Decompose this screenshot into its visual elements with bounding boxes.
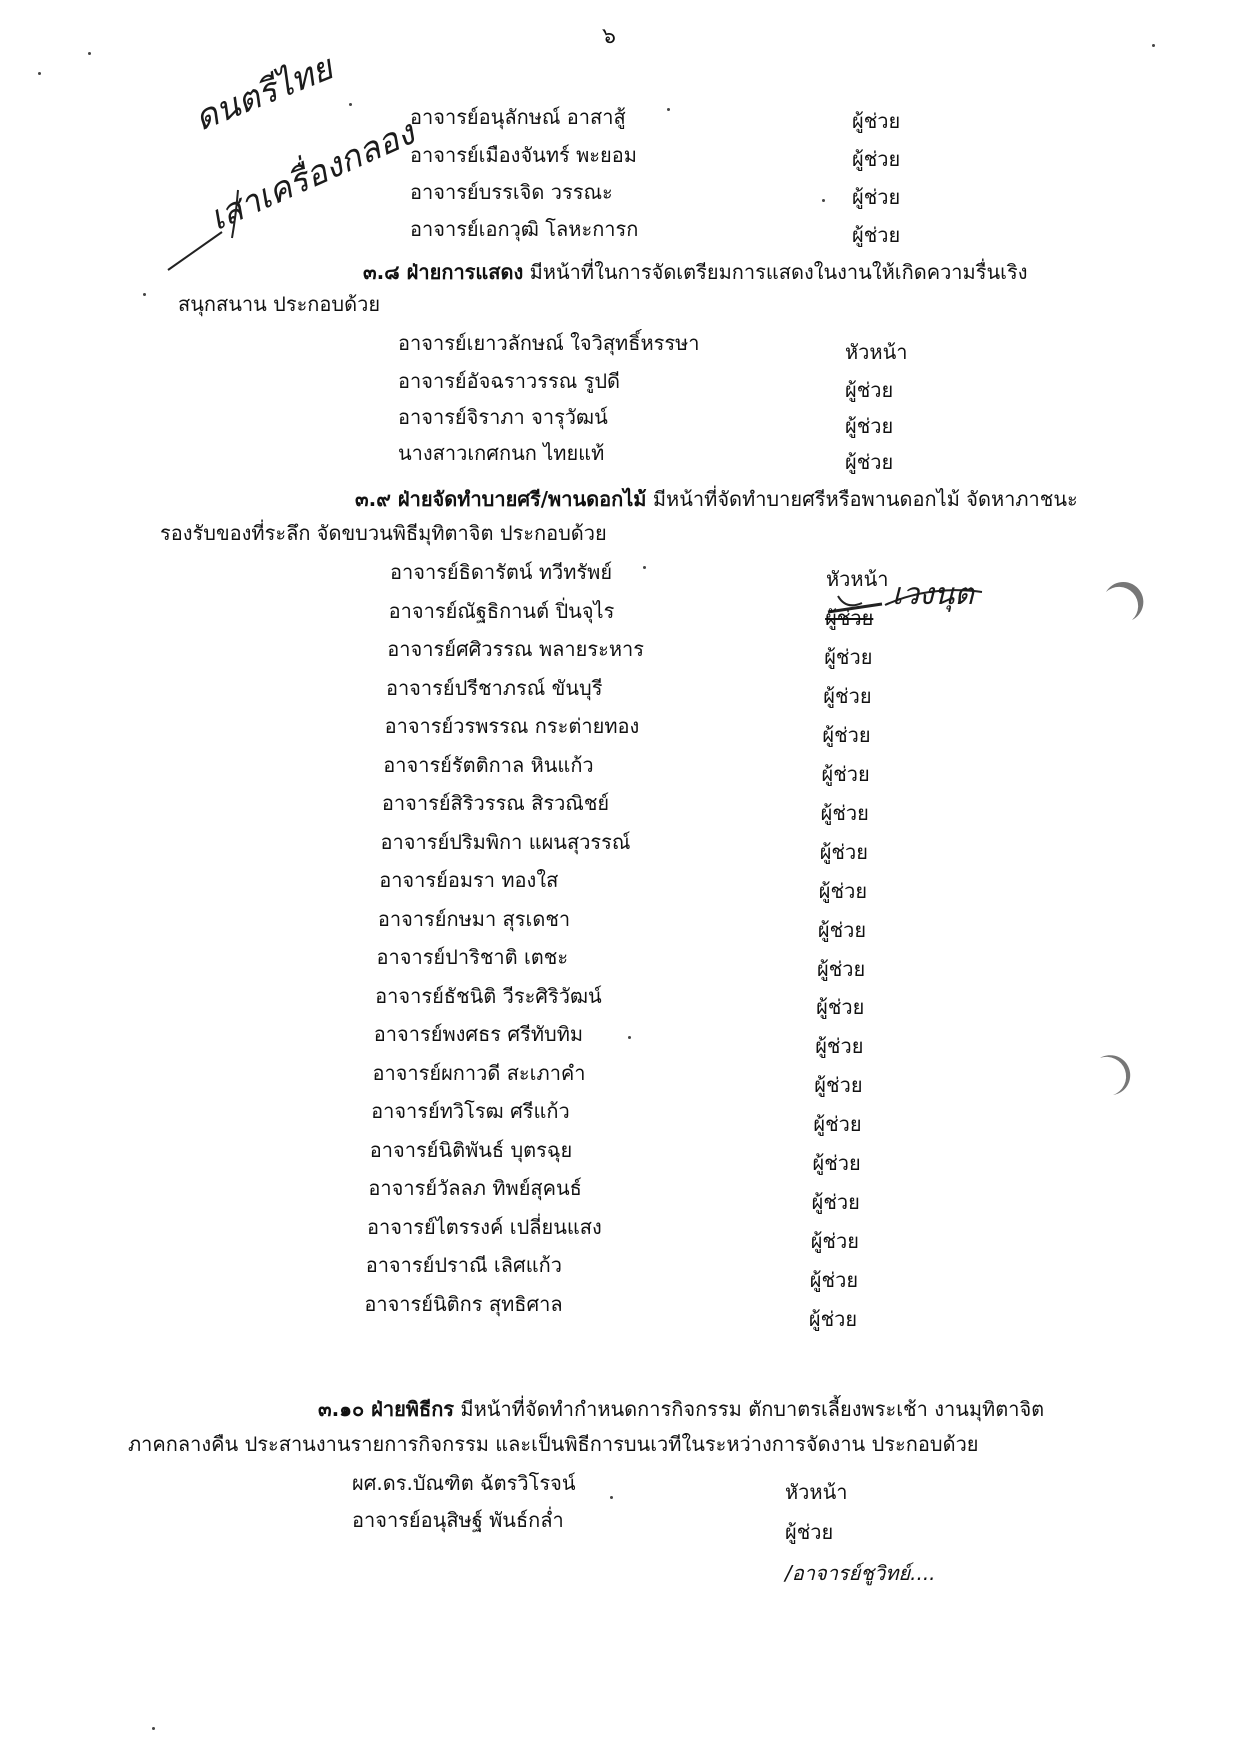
member-role: ผู้ช่วย	[852, 147, 901, 171]
member-name: อาจารย์ผกาวดี สะเภาคำ	[372, 1060, 586, 1085]
member-name: อาจารย์กษมา สุรเดชา	[377, 906, 571, 931]
member-role: ผู้ช่วย	[808, 1307, 858, 1332]
section-3-9-paragraph	[355, 489, 1078, 509]
handwritten-margin-note: เวงนุต	[892, 577, 974, 612]
member-role: ผู้ช่วย	[817, 956, 866, 981]
member-role: ผู้ช่วย	[821, 761, 870, 786]
member-name: อาจารย์ทวิโรฒ ศรีแก้ว	[371, 1099, 570, 1123]
section-text: มีหน้าที่ในการจัดเตรียมการแสดงในงานให้เกิดความรื่นเริง	[529, 260, 1028, 284]
handwritten-note-music: ดนตรีไทย	[188, 47, 339, 140]
member-name: อาจารย์เยาวลักษณ์ ใจวิสุทธิ์หรรษา	[398, 331, 700, 355]
member-name: อาจารย์ไตรรงค์ เปลี่ยนแสง	[367, 1214, 602, 1239]
member-role: ผู้ช่วย	[822, 722, 871, 747]
member-name: ผศ.ดร.บัณฑิต ฉัตรวิโรจน์	[352, 1471, 576, 1495]
member-name: อาจารย์ธิดารัตน์ ทวีทรัพย์	[390, 560, 613, 584]
member-name: นางสาวเกศกนก ไทยแท้	[398, 441, 605, 465]
member-name: อาจารย์อนุสิษฐ์ พันธ์กล่ำ	[352, 1508, 564, 1532]
punch-mark-icon	[1106, 582, 1143, 620]
section-text-continued: ภาคกลางคืน ประสานงานรายการกิจกรรม และเป็นพิธีการบนเวทีในระหว่างการจัดงาน ประกอบด้วย	[128, 1432, 979, 1456]
member-role: ผู้ช่วย	[814, 1073, 863, 1098]
member-role: ผู้ช่วย	[845, 414, 894, 438]
member-role: ผู้ช่วย	[824, 644, 873, 669]
member-role: ผู้ช่วย	[825, 605, 874, 630]
section-text-continued: สนุกสนาน ประกอบด้วย	[178, 292, 381, 316]
member-name: อาจารย์อัจฉราวรรณ รูปดี	[398, 369, 621, 393]
member-role: ผู้ช่วย	[809, 1268, 859, 1293]
member-name: อาจารย์พงศธร ศรีทับทิม	[373, 1022, 584, 1046]
member-role: ผู้ช่วย	[845, 450, 894, 474]
member-name: อาจารย์นิติพันธ์ บุตรฉุย	[369, 1137, 573, 1162]
section-text: มีหน้าที่จัดทำบายศรีหรือพานดอกไม้ จัดหาภาชนะ	[652, 487, 1078, 511]
member-name: อาจารย์ปาริชาติ เตชะ	[376, 945, 569, 969]
member-name: อาจารย์วรพรรณ กระต่ายทอง	[384, 714, 640, 738]
member-name: อาจารย์เอกวุฒิ โลหะการก	[410, 217, 639, 241]
section-3-8-paragraph	[363, 262, 1027, 282]
member-role: ผู้ช่วย	[845, 378, 894, 402]
section-heading: ๓.๑๐ ฝ่ายพิธีกร	[318, 1397, 455, 1421]
member-name: อาจารย์รัตติกาล หินแก้ว	[383, 752, 594, 777]
member-role: ผู้ช่วย	[852, 223, 901, 247]
member-name: อาจารย์เมืองจันทร์ พะยอม	[410, 143, 637, 167]
section-heading: ๓.๙ ฝ่ายจัดทำบายศรี/พานดอกไม้	[355, 487, 647, 511]
member-name: อาจารย์ธัชนิติ วีระศิริวัฒน์	[375, 983, 602, 1008]
member-role: ผู้ช่วย	[852, 185, 901, 209]
member-role: หัวหน้า	[826, 567, 889, 591]
section-text: มีหน้าที่จัดทำกำหนดการกิจกรรม ตักบาตรเลี้ยงพระเช้า งานมุทิตาจิต	[460, 1397, 1045, 1421]
member-name: อาจารย์นิติกร สุทธิศาล	[364, 1291, 563, 1316]
member-name: อาจารย์จิราภา จารุวัฒน์	[398, 405, 608, 429]
member-role: ผู้ช่วย	[812, 1151, 861, 1176]
member-name: อาจารย์ปรีชาภรณ์ ขันบุรี	[385, 675, 603, 700]
member-role: ผู้ช่วย	[810, 1229, 859, 1254]
member-role: ผู้ช่วย	[823, 683, 872, 708]
member-role: ผู้ช่วย	[813, 1112, 862, 1137]
member-name: อาจารย์บรรเจิด วรรณะ	[410, 180, 613, 204]
section-3-10-paragraph	[318, 1399, 1044, 1419]
page-number: ๖	[602, 24, 616, 49]
member-name: อาจารย์สิริวรรณ สิรวณิชย์	[381, 791, 610, 815]
member-name: อาจารย์ปราณี เลิศแก้ว	[365, 1253, 562, 1277]
member-role: ผู้ช่วย	[816, 995, 865, 1020]
member-role: ผู้ช่วย	[815, 1034, 864, 1059]
member-role: ผู้ช่วย	[811, 1190, 860, 1215]
member-role: ผู้ช่วย	[818, 878, 868, 903]
punch-mark-icon	[1100, 1055, 1130, 1095]
member-role: ผู้ช่วย	[819, 839, 868, 864]
member-role: ผู้ช่วย	[820, 800, 869, 825]
member-role: หัวหน้า	[785, 1480, 848, 1504]
continuation-marker: /อาจารย์ชูวิทย์....	[785, 1561, 936, 1585]
member-name: อาจารย์อมรา ทองใส	[379, 868, 559, 892]
member-name: อาจารย์ปริมพิกา แผนสุวรรณ์	[380, 829, 631, 854]
member-role: ผู้ช่วย	[785, 1520, 834, 1544]
member-role: ผู้ช่วย	[817, 917, 867, 942]
section-heading: ๓.๘ ฝ่ายการแสดง	[363, 260, 524, 284]
section-text-continued: รองรับของที่ระลึก จัดขบวนพิธีมุทิตาจิต ประกอบด้วย	[160, 521, 607, 545]
member-name: อาจารย์ศศิวรรณ พลายระหาร	[387, 637, 644, 661]
member-name: อาจารย์อนุลักษณ์ อาสาสู้	[410, 105, 626, 129]
member-name: อาจารย์ณัฐธิกานต์ ปิ่นจุไร	[388, 598, 615, 623]
member-role: ผู้ช่วย	[852, 109, 901, 133]
member-role: หัวหน้า	[845, 340, 908, 364]
member-name: อาจารย์วัลลภ ทิพย์สุคนธ์	[368, 1176, 582, 1200]
handwritten-note-instrument: เสาเครื่องกลอง	[203, 112, 421, 239]
